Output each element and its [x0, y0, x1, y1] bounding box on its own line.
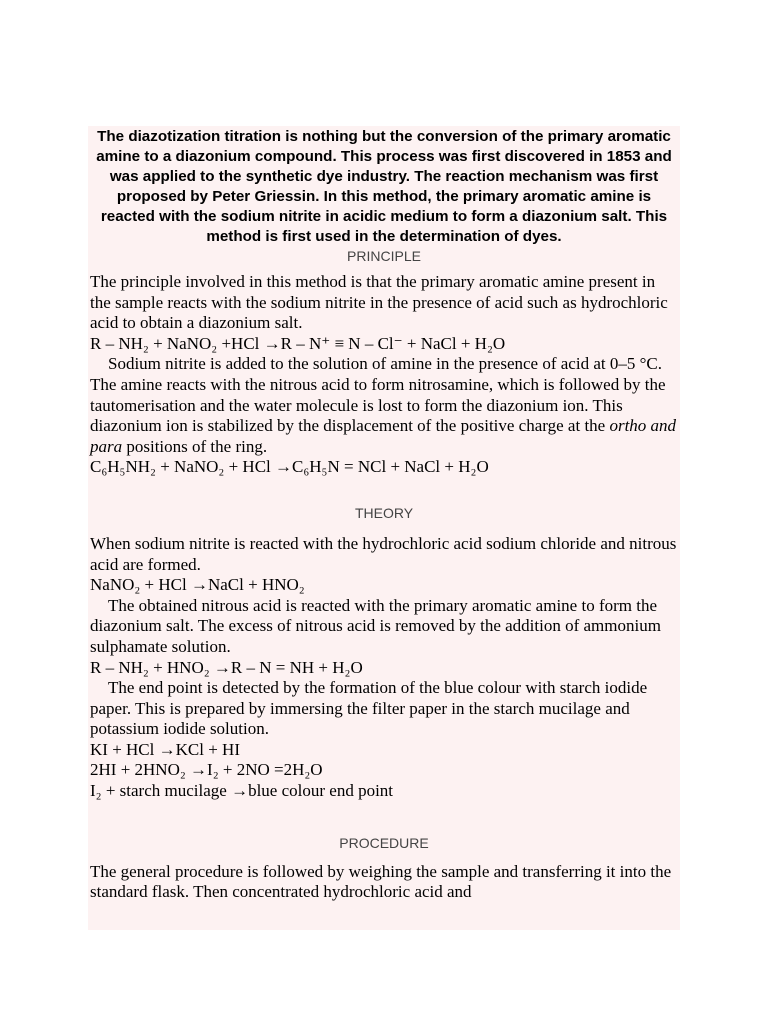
theory-heading: THEORY	[354, 504, 414, 521]
principle-heading: PRINCIPLE	[347, 248, 421, 264]
theory-equation-5: I₂ + starch mucilage →blue colour end point	[90, 781, 394, 801]
principle-paragraph-2	[88, 354, 680, 457]
theory-equation-3: KI + HCl →KCl + HI	[90, 739, 240, 759]
intro-paragraph: The diazotization titration is nothing but the conversion of the primary aromatic amine to a diazonium compound. This process was first discovered in 1853 and was applied to the synthetic dye industry. The reaction mechanism was first proposed by Peter Griessin. In this method, the primary aromatic amine is reacted with the sodium nitrite in acidic medium to form a diazonium salt. This method is first used in the determination of dyes.	[96, 128, 672, 245]
principle-paragraph-1: The principle involved in this method is that the primary aromatic amine present in the sample reacts with the sodium nitrite in the presence of acid such as hydrochloric acid to obtain a diazonium salt.	[90, 272, 668, 333]
document-page	[88, 126, 680, 930]
principle-p2-italic: ortho and para	[90, 416, 677, 456]
theory-paragraph-3: The end point is detected by the formation of the blue colour with starch iodide paper. This is prepared by immersing the filter paper in the starch mucilage and potassium iodide solution.	[90, 678, 648, 739]
principle-equation-1: R – NH₂ + NaNO₂ +HCl →R – N⁺ ≡ N – Cl⁻ + NaCl + H₂O	[90, 333, 506, 353]
procedure-paragraph-1: The general procedure is followed by weighing the sample and transferring it into the standard flask. Then concentrated hydrochloric acid and	[90, 861, 672, 902]
procedure-heading: PROCEDURE	[339, 834, 429, 851]
theory-paragraph-1: When sodium nitrite is reacted with the hydrochloric acid sodium chloride and nitrous acid are formed.	[90, 533, 677, 574]
theory-paragraph-2: The obtained nitrous acid is reacted with the primary aromatic amine to form the diazonium salt. The excess of nitrous acid is removed by the addition of ammonium sulphamate solution.	[90, 595, 661, 656]
theory-equation-2: R – NH₂ + HNO₂ →R – N = NH + H₂O	[90, 657, 363, 677]
theory-equation-4: 2HI + 2HNO₂ →I₂ + 2NO =2H₂O	[90, 760, 323, 780]
principle-p2-end: positions of the ring.	[122, 436, 268, 456]
principle-equation-2: C₆H₅NH₂ + NaNO₂ + HCl →C₆H₅N = NCl + NaCl + H₂O	[90, 457, 489, 477]
theory-equation-1: NaNO₂ + HCl →NaCl + HNO₂	[90, 575, 305, 595]
principle-p2-start: Sodium nitrite is added to the solution of amine in the presence of acid at 0–5 °C. The amine reacts with the nitrous acid to form nitrosamine, which is followed by the tautomerisation and the water molecule is lost to form the diazonium ion. This diazonium ion is stabilized by the displacement of the positive charge at the	[90, 354, 666, 436]
